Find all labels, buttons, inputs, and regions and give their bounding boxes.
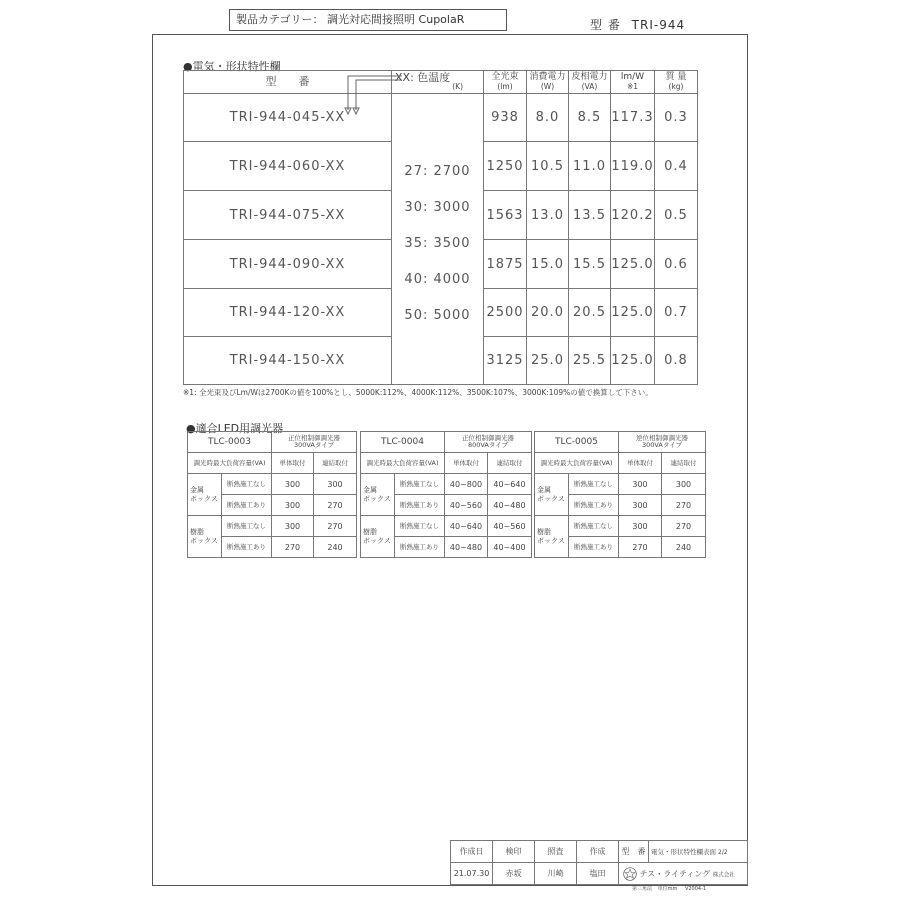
dimmer-type: 逆位相制御調光器 300VAタイプ (619, 432, 706, 453)
no-insulation-label: 断熱施工なし (395, 474, 445, 495)
value-cell: 300 (314, 474, 357, 495)
value-cell: 125.0 (611, 337, 655, 385)
no-insulation-label: 断熱施工なし (569, 474, 619, 495)
product-category-box (229, 9, 507, 31)
value-cell: 0.7 (655, 289, 698, 337)
cct-option: 50: 5000 (404, 308, 471, 323)
value-cell: 0.6 (655, 240, 698, 289)
metal-box-label: 金属 ボックス (188, 474, 222, 516)
metal-box-label: 金属 ボックス (535, 474, 569, 516)
product-category-text: 製品カテゴリー： 調光対応間接照明 CupolaR (236, 13, 465, 26)
model-label: 型 番 (590, 18, 621, 32)
value-cell: 1563 (484, 191, 527, 240)
single-mount-label: 単体取付 (619, 453, 662, 474)
spec-table (183, 70, 698, 385)
value-cell: 15.0 (527, 240, 569, 289)
cct-option: 27: 2700 (404, 164, 471, 179)
value-cell: 0.3 (655, 94, 698, 142)
value-cell: 11.0 (569, 142, 611, 191)
no-insulation-label: 断熱施工なし (395, 516, 445, 537)
value-cell: 240 (314, 537, 357, 558)
company-suffix: 株式会社 (712, 872, 735, 878)
review-name: 川崎 (535, 863, 577, 885)
spec-section-title: ●電気・形状特性欄 (183, 60, 281, 73)
value-cell: 270 (314, 516, 357, 537)
value-cell: 40~480 (488, 495, 532, 516)
value-cell: 25.0 (527, 337, 569, 385)
value-cell: 25.5 (569, 337, 611, 385)
dimmer-table-tlc-0003 (187, 431, 357, 558)
value-cell: 300 (272, 495, 314, 516)
dimmer-table-tlc-0005 (534, 431, 706, 558)
value-cell: 938 (484, 94, 527, 142)
value-cell: 40~480 (445, 537, 488, 558)
spec-header-row (184, 71, 698, 94)
title-block-model-label: 型 番 (619, 841, 649, 863)
value-cell: 40~800 (445, 474, 488, 495)
with-insulation-label: 断熱施工あり (395, 495, 445, 516)
model-cell: TRI-944-150-XX (184, 337, 392, 385)
mass-column-header: 質 量 (kg) (655, 71, 698, 94)
model-value: TRI-944 (631, 18, 686, 32)
value-cell: 0.5 (655, 191, 698, 240)
dimmer-name: TLC-0004 (361, 432, 445, 453)
page-number: 2/2 (718, 849, 728, 856)
dimmer-type: 正位相制御調光器 800VAタイプ (445, 432, 532, 453)
gang-mount-label: 連結取付 (662, 453, 706, 474)
value-cell: 300 (619, 495, 662, 516)
cct-option: 40: 4000 (404, 272, 471, 287)
value-cell: 270 (662, 495, 706, 516)
gang-mount-label: 連結取付 (488, 453, 532, 474)
cct-option: 35: 3500 (404, 236, 471, 251)
value-cell: 270 (619, 537, 662, 558)
author-label: 作成 (577, 841, 619, 863)
model-cell: TRI-944-045-XX (184, 94, 392, 142)
value-cell: 1250 (484, 142, 527, 191)
projection-method: 第三角法 (632, 886, 653, 892)
company-name: テス・ライティング (639, 869, 711, 878)
metal-box-label: 金属 ボックス (361, 474, 395, 516)
with-insulation-label: 断熱施工あり (222, 495, 272, 516)
dimmer-name: TLC-0005 (535, 432, 619, 453)
resin-box-label: 樹脂 ボックス (535, 516, 569, 558)
author-name: 塩田 (577, 863, 619, 885)
cct-option: 30: 3000 (404, 200, 471, 215)
model-number-header (590, 16, 685, 33)
review-label: 照査 (535, 841, 577, 863)
value-cell: 0.8 (655, 337, 698, 385)
value-cell: 20.0 (527, 289, 569, 337)
value-cell: 270 (272, 537, 314, 558)
value-cell: 240 (662, 537, 706, 558)
efficacy-column-header: lm/W ※1 (611, 71, 655, 94)
resin-box-label: 樹脂 ボックス (361, 516, 395, 558)
value-cell: 300 (619, 474, 662, 495)
dimmer-table-tlc-0004 (360, 431, 532, 558)
value-cell: 125.0 (611, 240, 655, 289)
value-cell: 13.0 (527, 191, 569, 240)
company-logo-icon (623, 867, 637, 881)
check-name: 赤坂 (493, 863, 535, 885)
single-mount-label: 単体取付 (445, 453, 488, 474)
model-cell: TRI-944-090-XX (184, 240, 392, 289)
model-cell: TRI-944-120-XX (184, 289, 392, 337)
color-temp-column-header: XX: 色温度 (K) (392, 71, 484, 94)
with-insulation-label: 断熱施工あり (569, 537, 619, 558)
value-cell: 117.3 (611, 94, 655, 142)
max-load-label: 調光時最大負荷容量(VA) (535, 453, 619, 474)
value-cell: 300 (662, 474, 706, 495)
company-cell (619, 863, 748, 885)
table-row (184, 94, 698, 142)
value-cell: 120.2 (611, 191, 655, 240)
single-mount-label: 単体取付 (272, 453, 314, 474)
gang-mount-label: 連結取付 (314, 453, 357, 474)
no-insulation-label: 断熱施工なし (222, 516, 272, 537)
dimmer-section-title: ●適合LED用調光器 (186, 422, 284, 435)
xx-leader-lines (330, 70, 410, 120)
title-block-footer (632, 885, 706, 892)
value-cell: 125.0 (611, 289, 655, 337)
value-cell: 40~640 (488, 474, 532, 495)
value-cell: 119.0 (611, 142, 655, 191)
with-insulation-label: 断熱施工あり (569, 495, 619, 516)
with-insulation-label: 断熱施工あり (395, 537, 445, 558)
lumen-column-header: 全光束 (lm) (484, 71, 527, 94)
value-cell: 8.0 (527, 94, 569, 142)
max-load-label: 調光時最大負荷容量(VA) (188, 453, 272, 474)
dimmer-type: 正位相制御調光器 300VAタイプ (272, 432, 357, 453)
value-cell: 300 (272, 474, 314, 495)
value-cell: 15.5 (569, 240, 611, 289)
value-cell: 40~400 (488, 537, 532, 558)
apparent-power-column-header: 皮相電力 (VA) (569, 71, 611, 94)
power-column-header: 消費電力 (W) (527, 71, 569, 94)
value-cell: 20.5 (569, 289, 611, 337)
format-code: V2004-1 (684, 886, 707, 892)
dimmer-name: TLC-0003 (188, 432, 272, 453)
value-cell: 270 (314, 495, 357, 516)
max-load-label: 調光時最大負荷容量(VA) (361, 453, 445, 474)
value-cell: 13.5 (569, 191, 611, 240)
model-column-header: 型 番 (184, 71, 392, 94)
check-label: 検印 (493, 841, 535, 863)
value-cell: 300 (272, 516, 314, 537)
value-cell: 300 (619, 516, 662, 537)
no-insulation-label: 断熱施工なし (569, 516, 619, 537)
color-temp-options (392, 94, 484, 385)
model-cell: TRI-944-075-XX (184, 191, 392, 240)
model-cell: TRI-944-060-XX (184, 142, 392, 191)
value-cell: 40~560 (445, 495, 488, 516)
resin-box-label: 樹脂 ボックス (188, 516, 222, 558)
created-date-value: 21.07.30 (451, 863, 493, 885)
title-block (450, 840, 748, 885)
created-date-label: 作成日 (451, 841, 493, 863)
value-cell: 1875 (484, 240, 527, 289)
value-cell: 2500 (484, 289, 527, 337)
with-insulation-label: 断熱施工あり (222, 537, 272, 558)
value-cell: 270 (662, 516, 706, 537)
value-cell: 3125 (484, 337, 527, 385)
value-cell: 8.5 (569, 94, 611, 142)
no-insulation-label: 断熱施工なし (222, 474, 272, 495)
sheet-title: 電気・形状特性欄表面 2/2 (649, 841, 748, 863)
value-cell: 10.5 (527, 142, 569, 191)
value-cell: 40~560 (488, 516, 532, 537)
unit-label: 単位mm (657, 886, 678, 892)
value-cell: 40~640 (445, 516, 488, 537)
value-cell: 0.4 (655, 142, 698, 191)
spec-footnote: ※1: 全光束及びLm/Wは2700Kの値を100%とし、5000K:112%、4000K:112%、3500K:107%、3000K:109%の値で換算して下さい。 (183, 388, 653, 397)
